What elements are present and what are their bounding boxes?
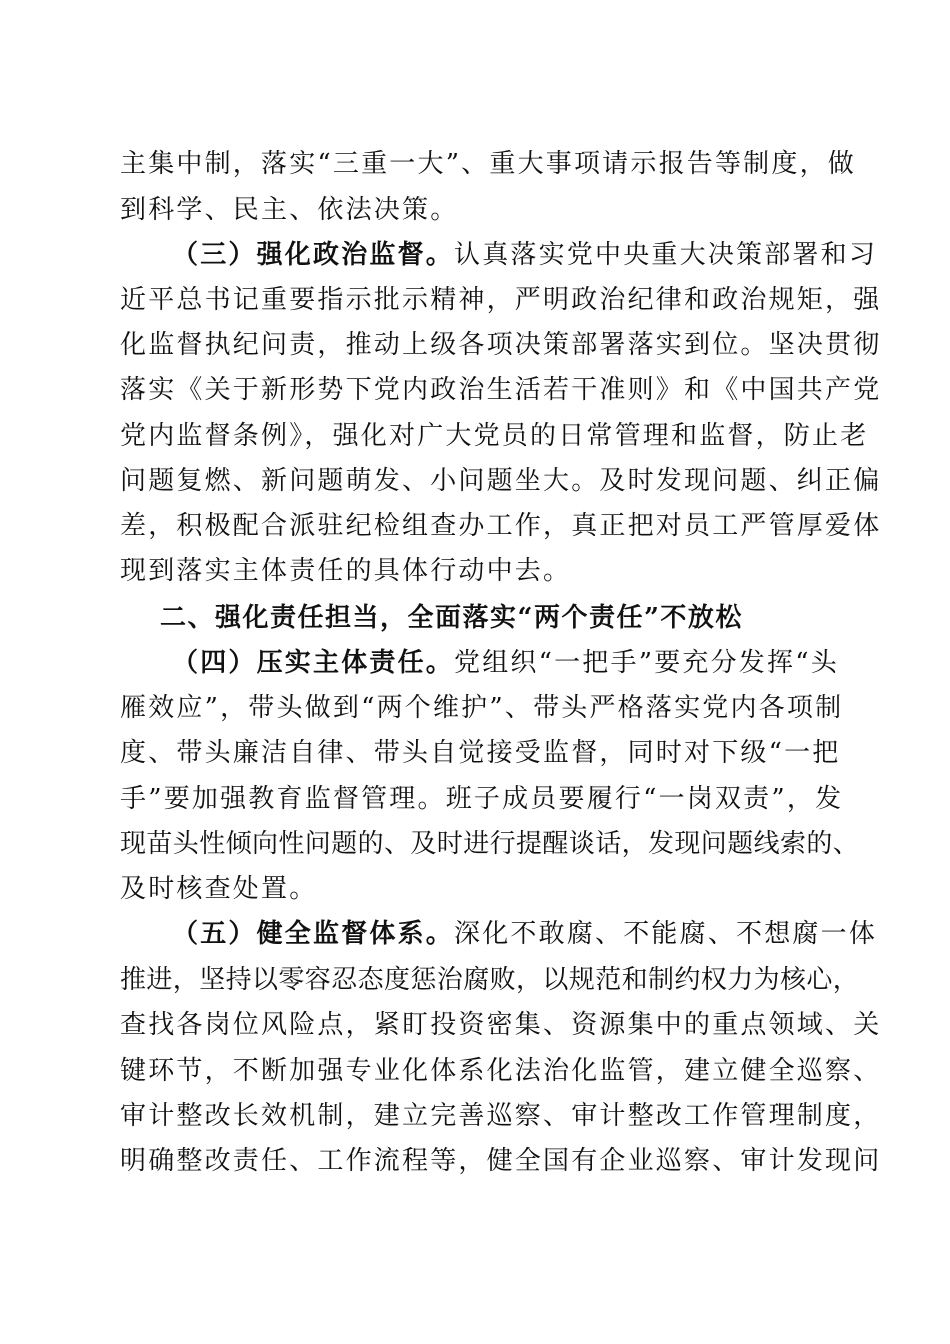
paragraph-4-line-1 xyxy=(172,911,877,957)
paragraph-4-label: （五）健全监督体系。 xyxy=(172,919,455,949)
paragraph-3-line-5: 现苗头性倾向性问题的、及时进行提醒谈话，发现问题线索的、 xyxy=(120,829,860,859)
paragraph-3-line-6: 及时核查处置。 xyxy=(120,874,318,904)
paragraph-4-line-2: 推进，坚持以零容忍态度惩治腐败，以规范和制约权力为核心， xyxy=(120,965,860,995)
paragraph-3-first-line-text: 党组织“一把手”要充分发挥“头 xyxy=(454,648,839,678)
paragraph-4-line-5: 审计整改长效机制，建立完善巡察、审计整改工作管理制度， xyxy=(120,1101,882,1131)
paragraph-2-line-6: 问题复燃、新问题萌发、小问题坐大。及时发现问题、纠正偏 xyxy=(120,466,882,496)
paragraph-3-label: （四）压实主体责任。 xyxy=(172,648,455,678)
paragraph-2-line-4: 落实《关于新形势下党内政治生活若干准则》和《中国共产党 xyxy=(120,375,882,405)
paragraph-2-first-line-text: 认真落实党中央重大决策部署和习 xyxy=(454,240,878,270)
paragraph-2-line-7: 差，积极配合派驻纪检组查办工作，真正把对员工严管厚爱体 xyxy=(120,511,882,541)
paragraph-1-line-1: 主集中制，落实“三重一大”、重大事项请示报告等制度，做 xyxy=(120,149,856,179)
paragraph-2-line-5: 党内监督条例》，强化对广大党员的日常管理和监督，防止老 xyxy=(120,421,869,451)
paragraph-4-line-4: 键环节，不断加强专业化体系化法治化监管，建立健全巡察、 xyxy=(120,1056,882,1086)
paragraph-1-line-2: 到科学、民主、依法决策。 xyxy=(120,195,459,225)
paragraph-2-line-3: 化监督执纪问责，推动上级各项决策部署落实到位。坚决贯彻 xyxy=(120,330,882,360)
paragraph-4-line-3: 查找各岗位风险点，紧盯投资密集、资源集中的重点领域、关 xyxy=(120,1010,882,1040)
paragraph-3-line-4: 手”要加强教育监督管理。班子成员要履行“一岗双责”，发 xyxy=(120,784,844,814)
paragraph-3-line-1 xyxy=(172,640,839,686)
paragraph-2-line-2: 近平总书记重要指示批示精神，严明政治纪律和政治规矩，强 xyxy=(120,285,882,315)
section-heading: 二、强化责任担当，全面落实“两个责任”不放松 xyxy=(160,603,743,633)
paragraph-2-line-8: 现到落实主体责任的具体行动中去。 xyxy=(120,556,572,586)
paragraph-2-line-1 xyxy=(172,232,877,278)
paragraph-2-label: （三）强化政治监督。 xyxy=(172,240,455,270)
paragraph-3-line-3: 度、带头廉洁自律、带头自觉接受监督，同时对下级“一把 xyxy=(120,738,841,768)
paragraph-3-line-2: 雁效应”，带头做到“两个维护”、带头严格落实党内各项制 xyxy=(120,693,844,723)
paragraph-4-first-line-text: 深化不敢腐、不能腐、不想腐一体 xyxy=(454,919,878,949)
paragraph-4-line-6: 明确整改责任、工作流程等，健全国有企业巡察、审计发现问 xyxy=(120,1146,882,1176)
